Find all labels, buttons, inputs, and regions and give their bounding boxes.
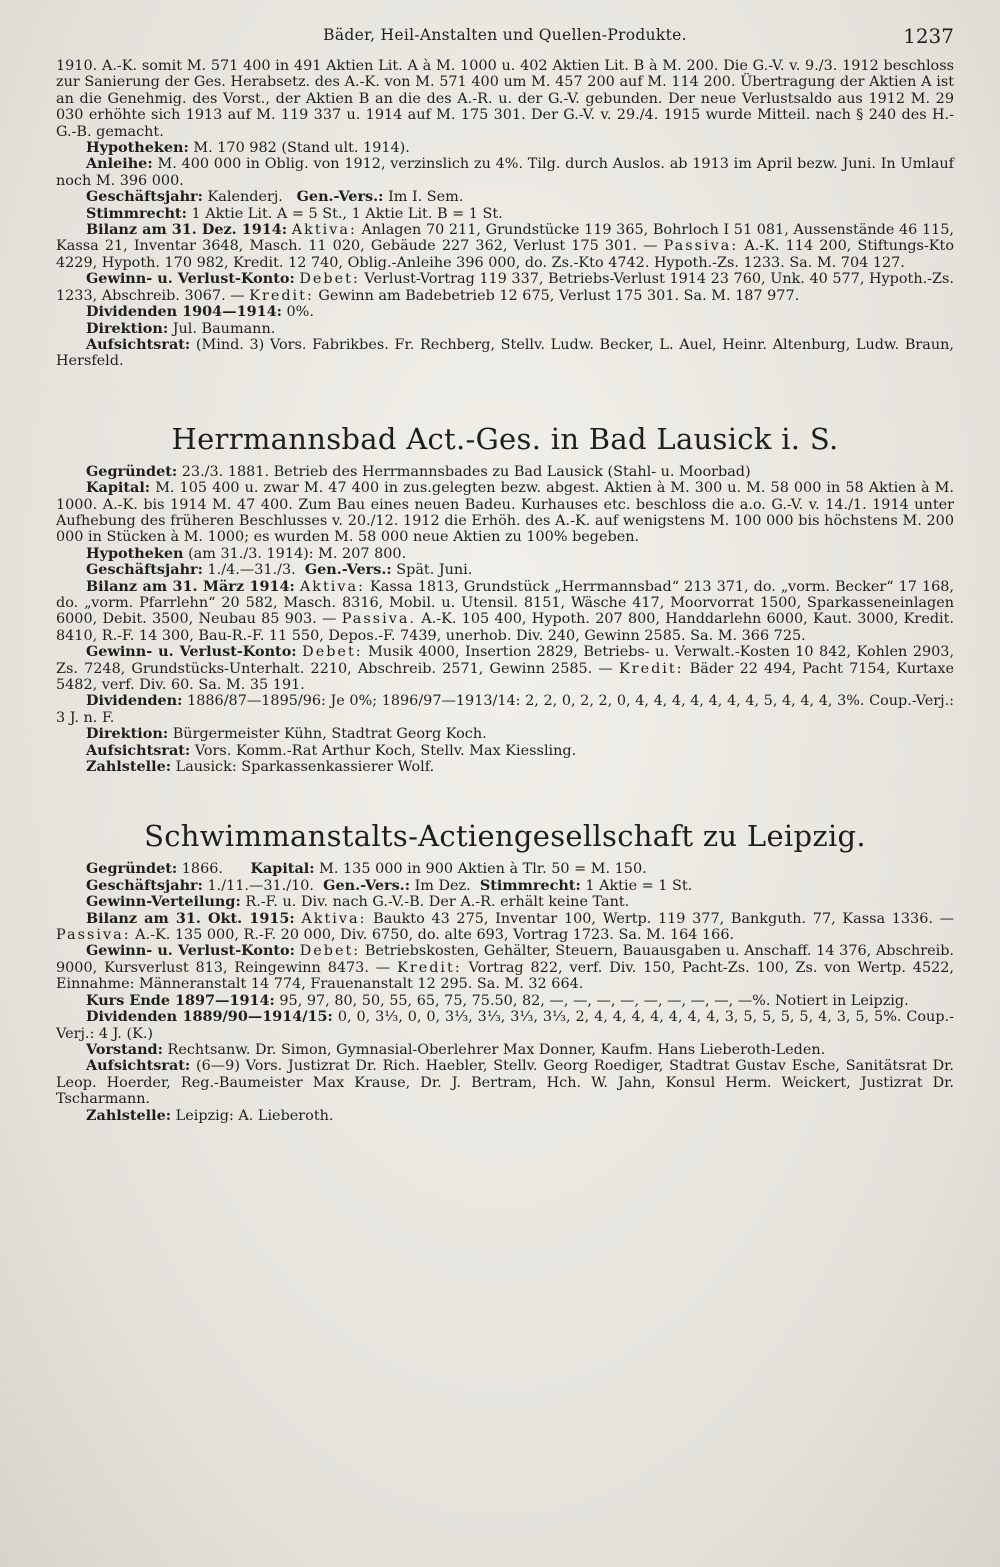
prev-aufsichtsrat: Aufsichtsrat: (Mind. 3) Vors. Fabrikbes. Fr. Rechberg, Stellv. Ludw. Becker, L. Auel, Heinr. Altenburg, Ludw. Braun, Hersfeld.	[56, 335, 954, 370]
c2-gewinn-verlust: Gewinn- u. Verlust-Konto: Debet: Betriebskosten, Gehälter, Steuern, Bauausgaben u. Anschaff. 14 376, Abschreib. 9000, Kursverlust 813, Reingewinn 8473. — Kredit: Vortrag 822, verf. Div. 150, Pacht-Zs. 100, Zs. von Wertp. 4522, Einnahme: Männeranstalt 14 774, Frauenanstalt 12 295. Sa. M. 32 664.	[56, 942, 955, 993]
running-title: Bäder, Heil-Anstalten und Quellen-Produkte.	[323, 26, 687, 44]
c1-geschaeftsjahr: Geschäftsjahr: 1./4.—31./3. Gen.-Vers.: Spät. Juni.	[86, 561, 473, 579]
c2-dividenden: Dividenden 1889/90—1914/15: 0, 0, 3⅓, 0, 0, 3⅓, 3⅓, 3⅓, 3⅓, 2, 4, 4, 4, 4, 4, 4, 4, 3, 5, 5, 5, 5, 4, 3, 5, 5%. Coup.-Verj.: 4 J. (K.)	[56, 1008, 954, 1042]
prev-gewinn-verlust: Gewinn- u. Verlust-Konto: Debet: Verlust-Vortrag 119 337, Betriebs-Verlust 1914 23 760, Unk. 40 577, Hypoth.-Zs. 1233, Abschreib. 3067. — Kredit: Gewinn am Badebetrieb 12 675, Verlust 175 301. Sa. M. 187 977.	[56, 270, 955, 304]
c2-kurs: Kurs Ende 1897—1914: 95, 97, 80, 50, 55, 65, 75, 75.50, 82, —, —, —, —, —, —, —, —, —%. Notiert in Leipzig.	[86, 991, 909, 1009]
prev-direktion: Direktion: Jul. Baumann.	[86, 319, 276, 337]
running-head	[56, 24, 954, 58]
prev-anleihe: Anleihe: M. 400 000 in Oblig. von 1912, verzinslich zu 4%. Tilg. durch Auslos. ab 1913 im April bezw. Juni. In Umlauf noch M. 396 000.	[56, 155, 955, 189]
c2-bilanz: Bilanz am 31. Okt. 1915: Aktiva: Baukto 43 275, Inventar 100, Wertp. 119 377, Bankguth. 77, Kassa 1336. — Passiva: A.-K. 135 000, R.-F. 20 000, Div. 6750, do. alte 693, Vortrag 1723. Sa. M. 164 166.	[56, 909, 955, 944]
company-title-herrmannsbad: Herrmannsbad Act.-Ges. in Bad Lausick i. S.	[171, 421, 839, 456]
c1-kapital: Kapital: M. 105 400 u. zwar M. 47 400 in zus.gelegten bezw. abgest. Aktien à M. 300 u. M. 58 000 in 58 Aktien à M. 1000. A.-K. bis 1914 M. 47 400. Zum Bau eines neuen Badeu. Kurhauses etc. beschloss die a.o. G.-V. v. 14./1. 1914 unter Aufhebung des früheren Beschlusses v. 20./12. 1912 die Erhöh. des A.-K. auf wenigstens M. 100 000 bis höchstens M. 200 000 in Stücken à M. 1000; es wurden M. 58 000 neue Aktien zu 100% begeben.	[56, 479, 954, 546]
prev-capital-history: 1910. A.-K. somit M. 571 400 in 491 Aktien Lit. A à M. 1000 u. 402 Aktien Lit. B à M. 200. Die G.-V. v. 9./3. 1912 beschloss zur Sanierung der Ges. Herabsetz. des A.-K. von M. 571 400 um M. 457 200 auf M. 114 200. Übertragung der Aktien A ist an die Genehmig. des Vorst., der Aktien B an die des A.-R. u. der G.-V. gebunden. Der neue Verlustsaldo aus 1912 M. 29 030 erhöhte sich 1913 auf M. 119 337 u. 1914 auf M. 175 301. Der G.-V. v. 29./4. 1915 wurde Mitteil. nach § 240 des H.-G.-B. gemacht.	[56, 58, 954, 140]
c2-aufsichtsrat: Aufsichtsrat: (6—9) Vors. Justizrat Dr. Rich. Haebler, Stellv. Georg Roediger, Stadtrat Gustav Esche, Sanitätsrat Dr. Leop. Hoerder, Reg.-Baumeister Max Krause, Dr. J. Bertram, Hch. W. Jahn, Konsul Herm. Weickert, Justizrat Dr. Tscharmann.	[56, 1057, 955, 1108]
c2-geschaeftsjahr: Geschäftsjahr: 1./11.—31./10. Gen.-Vers.: Im Dez. Stimmrecht: 1 Aktie = 1 St.	[86, 876, 693, 894]
prev-stimmrecht: Stimmrecht: 1 Aktie Lit. A = 5 St., 1 Aktie Lit. B = 1 St.	[86, 204, 503, 222]
c1-aufsichtsrat: Aufsichtsrat: Vors. Komm.-Rat Arthur Koch, Stellv. Max Kiessling.	[86, 741, 577, 759]
entry-schwimmanstalt	[56, 819, 954, 1124]
entry-herrmannsbad	[56, 422, 954, 776]
prev-dividenden: Dividenden 1904—1914: 0%.	[86, 303, 314, 321]
company-title-schwimmanstalt: Schwimmanstalts-Actiengesellschaft zu Leipzig.	[144, 819, 866, 854]
c1-zahlstelle: Zahlstelle: Lausick: Sparkassenkassierer Wolf.	[86, 758, 435, 776]
c2-zahlstelle: Zahlstelle: Leipzig: A. Lieberoth.	[86, 1106, 334, 1124]
c1-bilanz: Bilanz am 31. März 1914: Aktiva: Kassa 1813, Grundstück „Herrmannsbad“ 213 371, do. „vorm. Becker“ 17 168, do. „vorm. Pfarrlehn“ 20 582, Masch. 8316, Mobil. u. Utensil. 8151, Wäsche 417, Moorvorrat 1500, Sparkasseneinlagen 6000, Debit. 3500, Neubau 85 903. — Passiva. A.-K. 105 400, Hypoth. 207 800, Handdarlehn 6000, Kaut. 3000, Kredit. 8410, R.-F. 14 300, Bau-R.-F. 11 550, Depos.-F. 7439, unerhob. Div. 240, Gewinn 2585. Sa. M. 366 725.	[56, 577, 955, 644]
prev-geschaeftsjahr: Geschäftsjahr: Kalenderj. Gen.-Vers.: Im I. Sem.	[86, 188, 464, 206]
prev-bilanz: Bilanz am 31. Dez. 1914: Aktiva: Anlagen 70 211, Grundstücke 119 365, Bohrloch I 51 081, Aussenstände 46 115, Kassa 21, Inventar 3648, Masch. 11 020, Gebäude 227 362, Verlust 175 301. — Passiva: A.-K. 114 200, Stiftungs-Kto 4229, Hypoth. 170 982, Kredit. 12 740, Oblig.-Anleihe 396 000, do. Zs.-Kto 4742. Hypoth.-Zs. 1233. Sa. M. 704 127.	[56, 221, 955, 271]
c2-vorstand: Vorstand: Rechtsanw. Dr. Simon, Gymnasial-Oberlehrer Max Donner, Kaufm. Hans Lieberoth-Leden.	[86, 1040, 826, 1058]
c1-gewinn-verlust: Gewinn- u. Verlust-Konto: Debet: Musik 4000, Insertion 2829, Betriebs- u. Verwalt.-Kosten 10 842, Kohlen 2903, Zs. 7248, Grundstücks-Unterhalt. 2210, Abschreib. 2571, Gewinn 2585. — Kredit: Bäder 22 494, Pacht 7154, Kurtaxe 5482, verf. Div. 60. Sa. M. 35 191.	[56, 643, 955, 693]
entry-previous	[56, 58, 954, 370]
prev-hypotheken: Hypotheken: M. 170 982 (Stand ult. 1914).	[86, 139, 410, 157]
c2-gewinn-verteilung: Gewinn-Verteilung: R.-F. u. Div. nach G.-V.-B. Der A.-R. erhält keine Tant.	[86, 893, 630, 911]
page-number: 1237	[903, 24, 954, 48]
c1-direktion: Direktion: Bürgermeister Kühn, Stadtrat Georg Koch.	[86, 725, 487, 743]
c1-gegruendet: Gegründet: 23./3. 1881. Betrieb des Herrmannsbades zu Bad Lausick (Stahl- u. Moorbad)	[86, 462, 751, 480]
c1-dividenden: Dividenden: 1886/87—1895/96: Je 0%; 1896/97—1913/14: 2, 2, 0, 2, 2, 0, 4, 4, 4, 4, 4, 4, 4, 5, 4, 4, 4, 3%. Coup.-Verj.: 3 J. n. F.	[56, 692, 954, 726]
c2-gegruendet-kapital: Gegründet: 1866. Kapital: M. 135 000 in 900 Aktien à Tlr. 50 = M. 150.	[86, 860, 647, 878]
c1-hypotheken: Hypotheken (am 31./3. 1914): M. 207 800.	[86, 544, 407, 562]
